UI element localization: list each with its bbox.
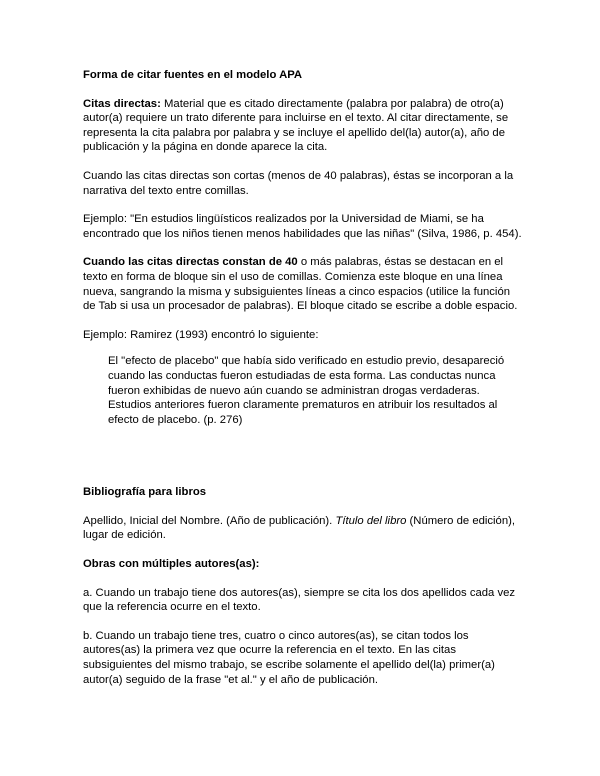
block-quote: El "efecto de placebo" que había sido verificado en estudio previo, desapareció cuando las conductas fueron estudiadas de esta forma. Las conductas nunca fueron exhibidas de nuevo aún cuando se administran drogas verdaderas. Estudios anteriores fueron claramente prematuros en atribuir los resultados al efecto de placebo. (p. 276) (108, 355, 505, 426)
bib-text: Apellido, Inicial del Nombre. (Año de publicación). (83, 514, 336, 527)
subsection-title-multiples-autores: Obras con múltiples autores(as): (83, 558, 260, 571)
section-title-bibliografia: Bibliografía para libros (83, 486, 207, 499)
bib-text: (Número de edición), lugar de edición. (83, 514, 516, 542)
bibliography-format (83, 514, 523, 543)
paragraph-citas-cortas: Cuando las citas directas son cortas (menos de 40 palabras), éstas se incorporan a la narrativa del texto entre comillas. (83, 169, 514, 197)
bib-title-italic: Título del libro (335, 514, 407, 527)
term-citas-directas: Citas directas: (83, 97, 161, 110)
paragraph-ejemplo-2: Ejemplo: Ramirez (1993) encontró lo siguiente: (83, 328, 319, 341)
paragraph-text: o más palabras, éstas se destacan en el texto en forma de bloque sin el uso de comillas. Comienza este bloque en una línea nueva, sangrando la misma y subsiguientes líneas a cinco espacios (utilice la función de Tab si usa un procesador de palabras). El bloque citado se escribe a doble espacio. (83, 256, 518, 313)
list-item-b: b. Cuando un trabajo tiene tres, cuatro o cinco autores(as), se citan todos los autores(as) la primera vez que ocurre la referencia en el texto. En las citas subsiguientes del mismo trabajo, se escribe solamente el apellido del(la) primer(a) autor(a) seguido de la frase "et al." y el año de publicación. (83, 629, 495, 686)
paragraph-citas-directas (83, 97, 523, 155)
term-citas-largas: Cuando las citas directas constan de 40 (83, 256, 298, 269)
paragraph-citas-largas (83, 255, 523, 313)
document-body (83, 68, 523, 687)
paragraph-ejemplo-1: Ejemplo: "En estudios lingüísticos realizados por la Universidad de Miami, se ha encontrado que los niños tienen menos habilidades que las niñas" (Silva, 1986, p. 454). (83, 213, 522, 240)
document-title: Forma de citar fuentes en el modelo APA (83, 69, 303, 81)
list-item-a: a. Cuando un trabajo tiene dos autores(as), siempre se cita los dos apellidos cada vez que la referencia ocurre en el texto. (83, 586, 516, 614)
paragraph-text: Material que es citado directamente (palabra por palabra) de otro(a) autor(a) requiere un trato diferente para incluirse en el texto. Al citar directamente, se representa la cita palabra por palabra y se incluye el apellido del(la) autor(a), año de publicación y la página en donde aparece la cita. (83, 97, 509, 154)
